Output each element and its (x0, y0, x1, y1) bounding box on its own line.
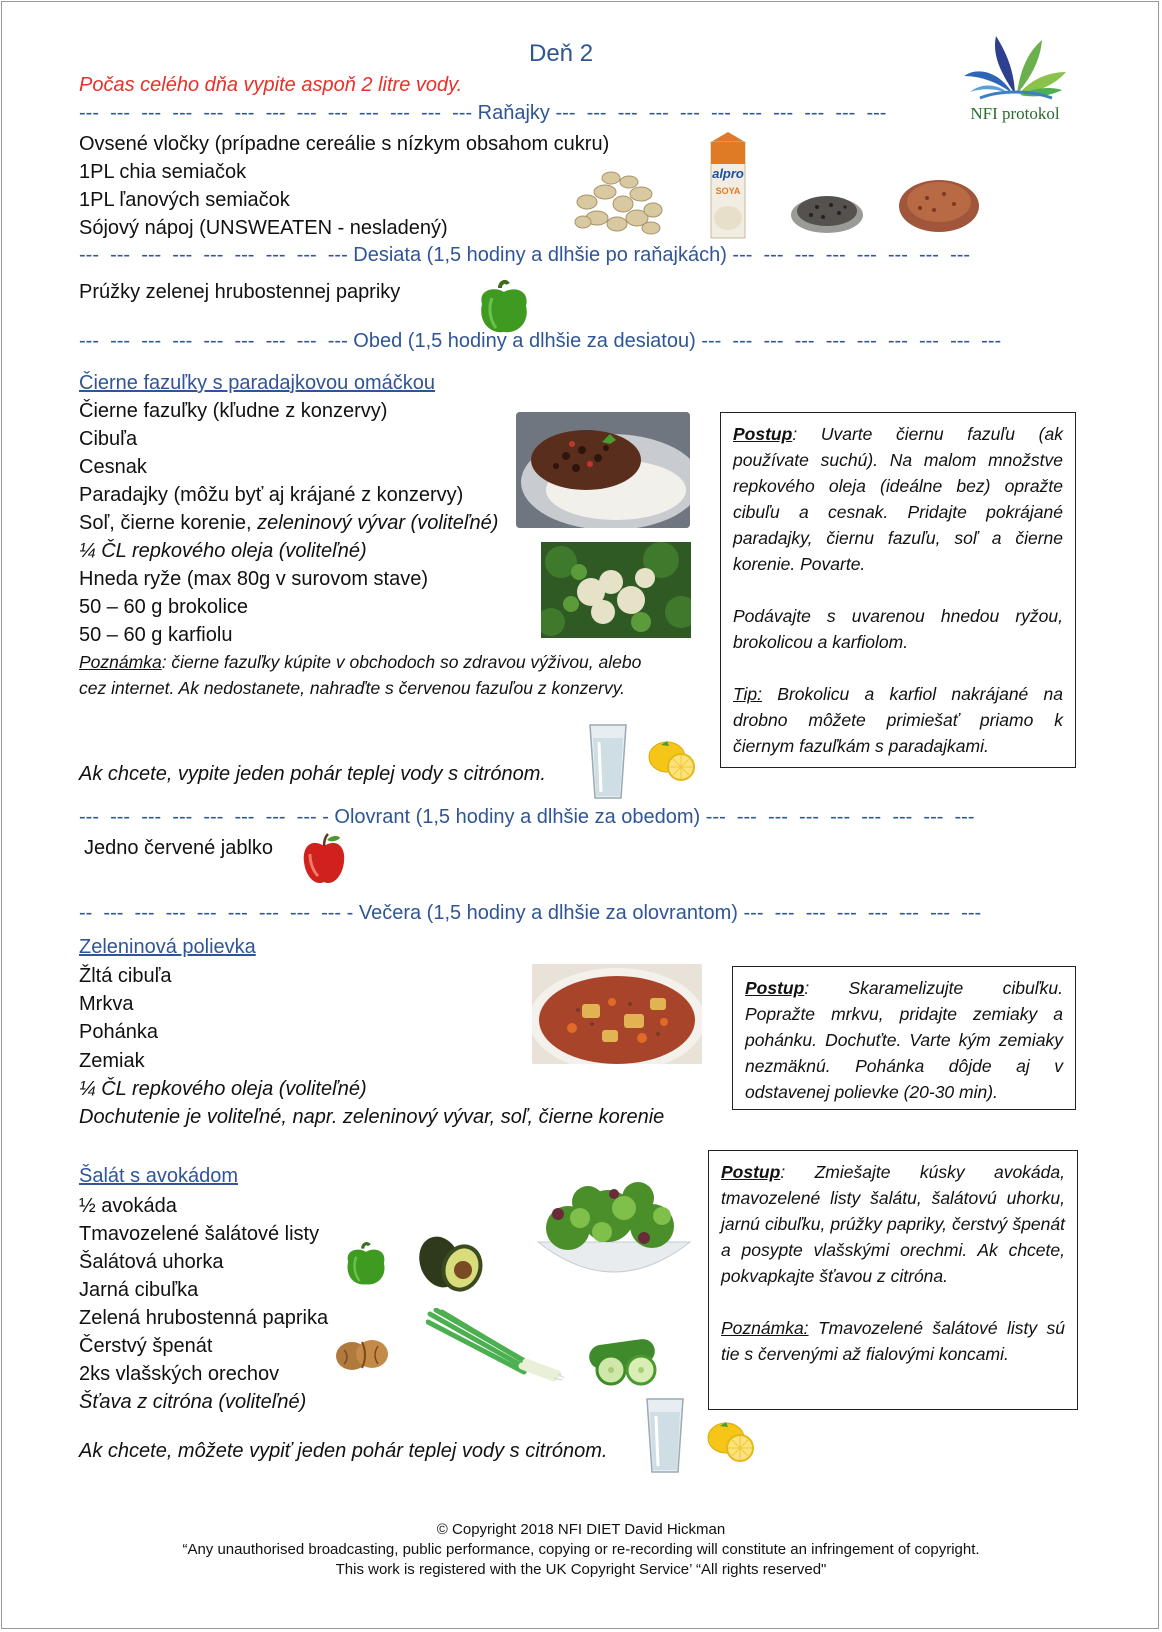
tip-text: Brokolicu a karfiol nakrájané na drobno môžete primiešať priamo k čiernym fazuľkám s paradajkami. (733, 684, 1063, 756)
walnuts-image (332, 1332, 392, 1376)
green-pepper-image (340, 1238, 392, 1290)
breakfast-item: Ovsené vločky (prípadne cereálie s nízkym obsahom cukru) (79, 133, 610, 155)
water-glass-image (644, 1396, 686, 1476)
lemon-icon (647, 737, 697, 783)
lunch-item-seasoning (79, 509, 498, 537)
lunch-item: Hneda ryže (max 80g v surovom stave) (79, 568, 429, 590)
salad-water-suggestion: Ak chcete, môžete vypiť jeden pohár teplej vody s citrónom. (79, 1440, 608, 1462)
footer-copyright: © Copyright 2018 NFI DIET David Hickman (436, 1521, 726, 1538)
soy-carton-icon (707, 130, 749, 240)
page-title: Deň 2 (529, 40, 594, 67)
seasoning-text: Soľ, čierne korenie, (79, 512, 258, 534)
lunch-item: Cesnak (79, 456, 147, 478)
soy-drink-image (707, 130, 749, 240)
divider-dinner: -- --- --- --- --- --- --- --- --- - Večera (1,5 hodiny a dlhšie za olovrantom) --- --- --- --- --- --- --- --- (79, 902, 982, 924)
salad-bowl-icon (528, 1172, 700, 1298)
section-label-breakfast: Raňajky (477, 102, 550, 124)
salad-item: 2ks vlašských orechov (79, 1363, 280, 1385)
postup-text: : Skaramelizujte cibuľku. Popražte mrkvu, pridajte zemiaky a pohánku. Dochuťte. Varte kým zemiaky nezmäknú. Pohánka dôjde aj v odstavenej polievke (20-30 min). (745, 978, 1063, 1102)
document-page (1, 1, 1159, 1629)
cucumber-image (585, 1332, 669, 1386)
flax-seeds-image (892, 162, 987, 242)
lunch-instructions-box (720, 412, 1076, 768)
green-pepper-image (472, 278, 536, 336)
soup-item-season: Dochutenie je voliteľné, napr. zeleninový vývar, soľ, čierne korenie (79, 1106, 665, 1128)
cucumber-icon (585, 1332, 669, 1386)
lunch-note-line2: cez internet. Ak nedostanete, nahraďte s červenou fazuľou z konzervy. (79, 678, 626, 698)
lunch-item: Cibuľa (79, 428, 138, 450)
section-label-lunch: Obed (1,5 hodiny a dlhšie za desiatou) (353, 330, 696, 352)
salad-recipe-title: Šalát s avokádom (79, 1165, 238, 1187)
note-text: Tmavozelené šalátové listy sú tie s červenými až fialovými koncami. (721, 1318, 1065, 1364)
lunch-item: Paradajky (môžu byť aj krájané z konzervy) (79, 484, 464, 506)
leaf-logo-icon (960, 32, 1070, 102)
lunch-item: 50 – 60 g brokolice (79, 596, 249, 618)
salad-item: Šalátová uhorka (79, 1251, 224, 1273)
walnut-icon (332, 1332, 392, 1376)
lemon-image (706, 1418, 756, 1464)
lemon-image (647, 737, 697, 783)
soup-icon (532, 964, 702, 1064)
soup-item-oil: ¼ ČL repkového oleja (voliteľné) (79, 1078, 367, 1100)
apple-icon (300, 832, 348, 886)
spring-onion-icon (426, 1308, 566, 1382)
section-label-snack2: Olovrant (1,5 hodiny a dlhšie za obedom) (334, 806, 701, 828)
spring-onion-image (426, 1308, 566, 1382)
postup-label: Postup (733, 424, 793, 444)
green-pepper-icon (472, 278, 536, 336)
lunch-note (79, 649, 641, 675)
black-beans-rice-image (516, 412, 690, 528)
note-label: Poznámka: (721, 1318, 809, 1338)
tip-label: Tip: (733, 684, 763, 704)
logo-text: NFI protokol (970, 104, 1060, 123)
serve-text: Podávajte s uvarenou hnedou ryžou, brokolicou a karfiolom. (733, 606, 1063, 652)
lunch-water-suggestion: Ak chcete, vypite jeden pohár teplej vody s citrónom. (79, 763, 546, 785)
chia-seeds-image (787, 177, 867, 237)
divider-breakfast: --- --- --- --- --- --- --- --- --- --- --- --- --- Raňajky --- --- --- --- --- --- --- --- --- --- --- (79, 102, 887, 124)
oat-flakes-image (567, 162, 667, 242)
soup-item: Mrkva (79, 993, 134, 1015)
salad-item: Jarná cibuľka (79, 1279, 199, 1301)
avocado-icon (416, 1232, 488, 1294)
section-label-snack1: Desiata (1,5 hodiny a dlhšie po raňajkách) (353, 244, 727, 266)
snack1-item: Prúžky zelenej hrubostennej papriky (79, 281, 401, 303)
oats-icon (567, 162, 667, 242)
snack2-item: Jedno červené jablko (84, 837, 274, 859)
lunch-item: 50 – 60 g karfiolu (79, 624, 233, 646)
postup-label: Postup (721, 1162, 781, 1182)
vegetable-soup-image (532, 964, 702, 1064)
salad-item: Tmavozelené šalátové listy (79, 1223, 320, 1245)
postup-text: : Uvarte čiernu fazuľu (ak používate suchú). Na malom množstve repkového oleja (ideálne bez) opražte cibuľu a cesnak. Pridajte pokrájané paradajky, čiernu fazuľu, soľ a čierne korenie. Povarte. (733, 424, 1063, 574)
water-glass-icon (644, 1396, 686, 1476)
seasoning-optional-text: zeleninový vývar (voliteľné) (257, 512, 499, 534)
breakfast-item: Sójový nápoj (UNSWEATEN - nesladený) (79, 217, 448, 239)
water-reminder: Počas celého dňa vypite aspoň 2 litre vody. (79, 74, 463, 96)
broccoli-icon (541, 542, 691, 638)
broccoli-cauliflower-image (541, 542, 691, 638)
flax-seeds-icon (892, 162, 987, 242)
divider-lunch: --- --- --- --- --- --- --- --- --- Obed (1,5 hodiny a dlhšie za desiatou) --- --- --- --- --- --- --- --- --- --- (79, 330, 1002, 352)
nfi-logo (960, 32, 1070, 127)
beans-dish-icon (516, 412, 690, 528)
chia-seeds-icon (787, 177, 867, 237)
lunch-recipe-title: Čierne fazuľky s paradajkovou omáčkou (79, 372, 436, 394)
soup-item: Žltá cibuľa (79, 965, 172, 987)
divider-snack2: --- --- --- --- --- --- --- --- - Olovrant (1,5 hodiny a dlhšie za obedom) --- --- --- --- --- --- --- --- --- (79, 806, 975, 828)
soup-recipe-title: Zeleninová polievka (79, 936, 256, 958)
soup-item: Pohánka (79, 1021, 158, 1043)
section-label-dinner: Večera (1,5 hodiny a dlhšie za olovrantom) (358, 902, 738, 924)
green-pepper-icon (340, 1238, 392, 1290)
water-glass-icon (587, 722, 629, 802)
soy-product-label: SOYA (715, 186, 741, 196)
footer-notice: “Any unauthorised broadcasting, public performance, copying or re-recording will constitute an infringement of copyright. (182, 1541, 980, 1558)
breakfast-item: 1PL ľanových semiačok (79, 189, 290, 211)
note-text: : čierne fazuľky kúpite v obchodoch so zdravou výživou, alebo (161, 652, 642, 672)
red-apple-image (300, 832, 348, 886)
salad-instructions-box (708, 1150, 1078, 1410)
salad-item-lemon: Šťava z citróna (voliteľné) (79, 1391, 307, 1413)
salad-item: ½ avokáda (79, 1195, 177, 1217)
lunch-item: Čierne fazuľky (kľudne z konzervy) (79, 400, 388, 422)
avocado-image (416, 1232, 488, 1294)
salad-bowl-image (528, 1172, 700, 1298)
soup-item: Zemiak (79, 1050, 145, 1072)
soy-brand-label: alpro (712, 166, 744, 181)
postup-text: : Zmiešajte kúsky avokáda, tmavozelené listy šalátu, šalátovú uhorku, jarnú cibuľku, prúžky papriky, čerstvý špenát a posypte vlašskými orechmi. Ak chcete, pokvapkajte šťavou z citróna. (721, 1162, 1065, 1286)
salad-item: Čerstvý špenát (79, 1335, 213, 1357)
soup-instructions-box (732, 966, 1076, 1110)
lemon-icon (706, 1418, 756, 1464)
breakfast-item: 1PL chia semiačok (79, 161, 247, 183)
lunch-item-oil: ¼ ČL repkového oleja (voliteľné) (79, 540, 367, 562)
note-label: Poznámka (79, 652, 162, 672)
water-glass-image (587, 722, 629, 802)
divider-snack1: --- --- --- --- --- --- --- --- --- Desiata (1,5 hodiny a dlhšie po raňajkách) --- --- --- --- --- --- --- --- (79, 244, 971, 266)
postup-label: Postup (745, 978, 805, 998)
footer-registration: This work is registered with the UK Copyright Service’ “All rights reserved" (335, 1561, 827, 1578)
salad-item: Zelená hrubostenná paprika (79, 1307, 329, 1329)
